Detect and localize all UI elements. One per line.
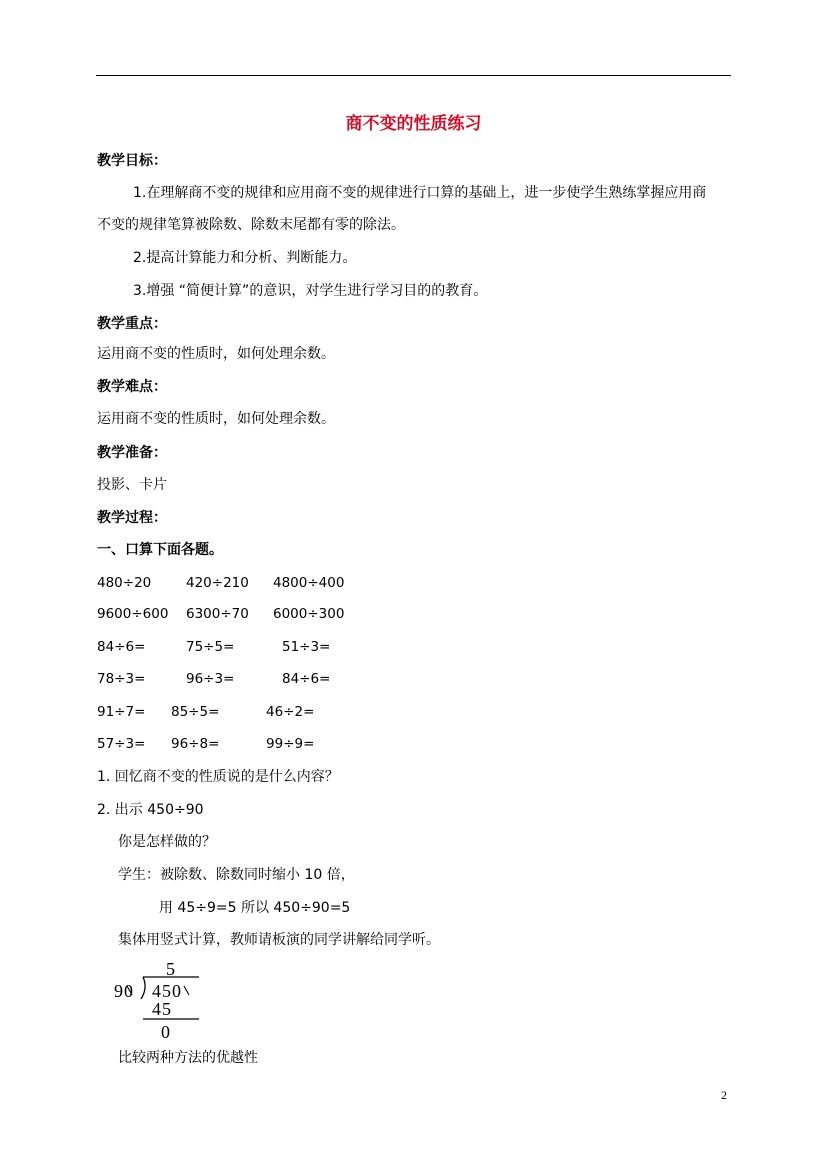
remainder: 0 [161,1022,170,1042]
goal-3: 3.增强 “简便计算”的意识，对学生进行学习目的的教育。 [133,283,488,299]
problem-r4-c2: 96÷3= [186,671,235,687]
difficulty-text: 运用商不变的性质时，如何处理余数。 [97,411,335,427]
process-heading: 教学过程： [97,510,167,526]
reasoning-line: 用 45÷9=5 所以 450÷90=5 [159,900,351,916]
problem-r5-c3: 46÷2= [266,704,315,720]
problem-r4-c3: 84÷6= [282,671,331,687]
problem-r5-c2: 85÷5= [171,704,220,720]
divisor: 90 [114,981,134,1001]
problem-r1-c1: 480÷20 [97,575,152,591]
step-2: 2. 出示 450÷90 [97,802,204,818]
key-heading: 教学重点： [97,316,167,332]
step-1: 1. 回忆商不变的性质说的是什么内容？ [97,769,339,785]
page-title: 商不变的性质练习 [345,114,482,134]
long-division-figure [112,958,212,1042]
problem-r6-c3: 99÷9= [266,736,315,752]
goal-1-line-1: 1.在理解商不变的规律和应用商不变的规律进行口算的基础上，进一步使学生熟练掌握应用商 [133,185,707,201]
student-answer: 学生：被除数、除数同时缩小 10 倍， [118,867,355,883]
product: 45 [152,999,172,1019]
problem-r2-c1: 9600÷600 [97,606,169,622]
prep-heading: 教学准备： [97,445,167,461]
group-instruction: 集体用竖式计算，教师请板演的同学讲解给同学听。 [118,932,440,948]
header-rule [96,75,731,76]
question-how: 你是怎样做的？ [118,834,216,850]
goal-1-line-2: 不变的规律笔算被除数、除数末尾都有零的除法。 [97,217,405,233]
part-1-heading: 一、口算下面各题。 [97,542,223,558]
difficulty-heading: 教学难点： [97,379,167,395]
problem-r6-c1: 57÷3= [97,736,146,752]
compare-methods: 比较两种方法的优越性 [118,1050,258,1066]
key-text: 运用商不变的性质时，如何处理余数。 [97,346,335,362]
problem-r3-c1: 84÷6= [97,639,146,655]
problem-r5-c1: 91÷7= [97,704,146,720]
prep-text: 投影、卡片 [97,477,167,493]
problem-r1-c2: 420÷210 [186,575,249,591]
quotient: 5 [166,959,175,979]
problem-r4-c1: 78÷3= [97,671,146,687]
problem-r3-c3: 51÷3= [282,639,331,655]
problem-r6-c2: 96÷8= [171,736,220,752]
dividend: 450 [152,981,182,1001]
problem-r3-c2: 75÷5= [186,639,235,655]
problem-r2-c2: 6300÷70 [186,606,249,622]
problem-r1-c3: 4800÷400 [273,575,345,591]
goals-heading: 教学目标： [97,153,167,169]
page-number: 2 [721,1088,727,1102]
goal-2: 2.提高计算能力和分析、判断能力。 [133,250,357,266]
problem-r2-c3: 6000÷300 [273,606,345,622]
